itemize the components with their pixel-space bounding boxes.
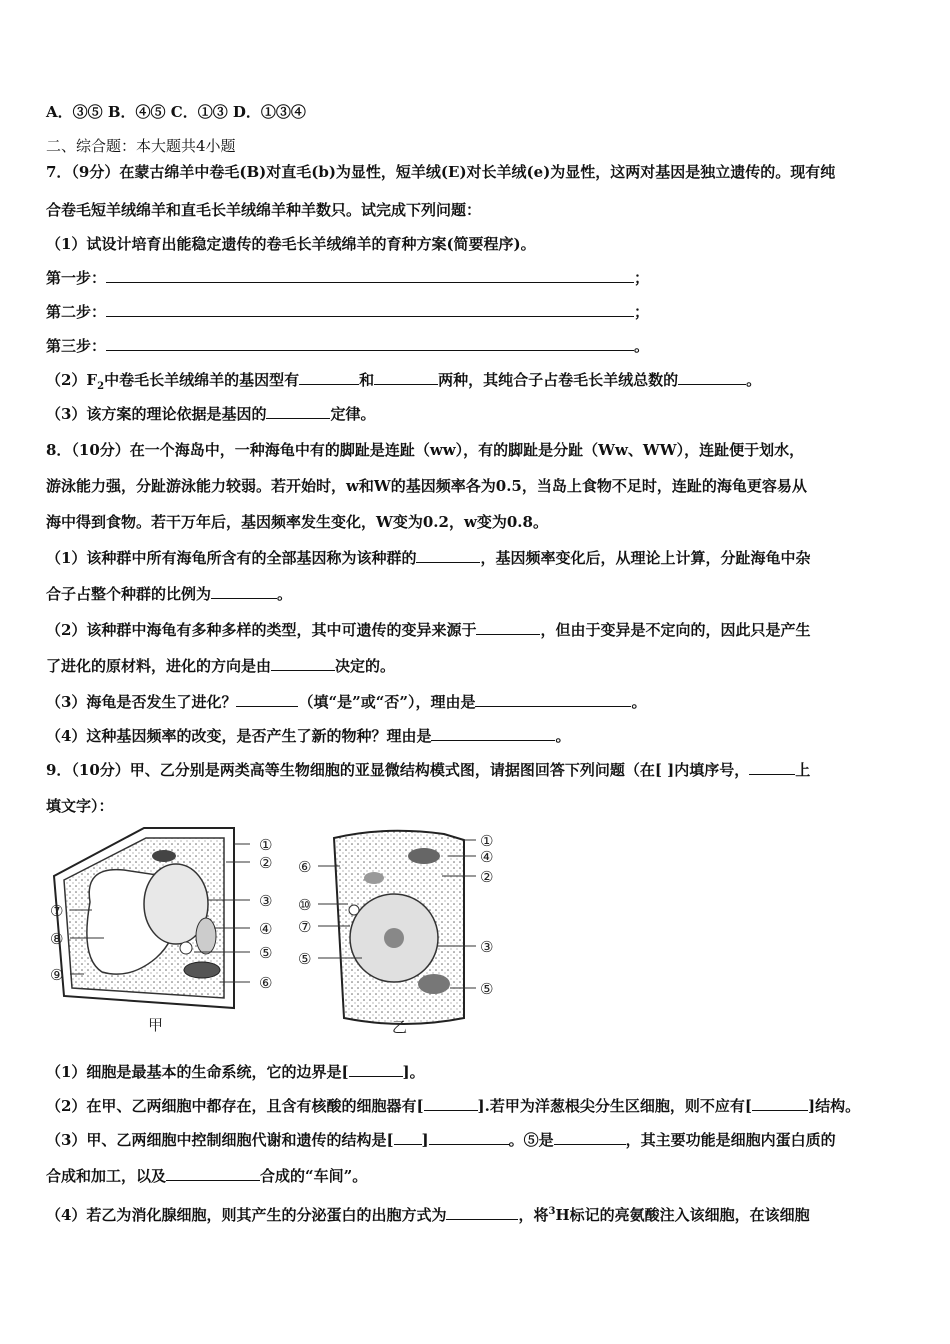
options-line: A．③⑤ B．④⑤ C．①③ D．①③④	[46, 103, 306, 121]
plant-label-8: ⑧	[50, 930, 64, 948]
q8-p4: （4）这种基因频率的改变，是否产生了新的物种？理由是 。	[46, 727, 571, 745]
animal-label-7: ③	[480, 938, 494, 956]
q8-line1: 8．（10分）在一个海岛中，一种海龟中有的脚趾是连趾（ww），有的脚趾是分趾（Ww、WW），连趾便于划水，	[46, 441, 805, 459]
figure-label-yi: 乙	[392, 1018, 408, 1036]
animal-label-5: ⑩	[298, 896, 312, 914]
q8-p1: （1）该种群中所有海龟所含有的全部基因称为该种群的 ，基因频率变化后，从理论上计算，分趾海龟中杂	[46, 549, 811, 567]
q8-line3: 海中得到食物。若干万年后，基因频率发生变化，W变为0.2，w变为0.8。	[46, 513, 548, 531]
plant-label-2: ②	[259, 854, 273, 872]
animal-label-2: ④	[480, 848, 494, 866]
q8-p3: （3）海龟是否发生了进化？ （填“是”或“否”），理由是 。	[46, 693, 647, 711]
plant-label-9: ⑨	[50, 966, 64, 984]
q7-step2: 第二步： ；	[46, 303, 650, 321]
animal-label-1: ①	[480, 832, 494, 850]
plant-label-1: ①	[259, 836, 273, 854]
plant-label-4: ④	[259, 920, 273, 938]
q7-step1: 第一步： ；	[46, 269, 650, 287]
animal-label-8: ⑤	[480, 980, 494, 998]
q8-line2: 游泳能力强，分趾游泳能力较弱。若开始时，w和W的基因频率各为0.5，当岛上食物不足时，连趾的海龟更容易从	[46, 477, 807, 495]
q9-line2: 填文字）：	[46, 797, 114, 815]
figure-label-jia: 甲	[148, 1016, 164, 1034]
q7-line1: 7．（9分）在蒙古绵羊中卷毛(B)对直毛(b)为显性，短羊绒(E)对长羊绒(e)为显性，这两对基因是独立遗传的。现有纯	[46, 163, 836, 181]
q8-p2: （2）该种群中海龟有多种多样的类型，其中可遗传的变异来源于 ，但由于变异是不定向的，因此只是产生	[46, 621, 811, 639]
section2-title: 二、综合题：本大题共4小题	[46, 137, 236, 155]
q7-p1: （1）试设计培育出能稳定遗传的卷毛长羊绒绵羊的育种方案(简要程序)。	[46, 235, 536, 253]
q8-p2-cont: 了进化的原材料，进化的方向是由 决定的。	[46, 657, 396, 675]
q7-p3: （3）该方案的理论依据是基因的 定律。	[46, 405, 376, 423]
q8-p1-cont: 合子占整个种群的比例为 。	[46, 585, 293, 603]
cell-diagrams	[44, 818, 514, 1050]
q9-p3-cont: 合成和加工，以及 合成的“车间”。	[46, 1167, 368, 1185]
q7-p2: $(2)F_2$中卷毛长羊绒绵羊的基因型有 和 两种，其纯合子占卷毛长羊绒总数的 。	[46, 371, 762, 392]
plant-label-5: ⑤	[259, 944, 273, 962]
q7-step3: 第三步： 。	[46, 337, 650, 355]
q9-p1: （1）细胞是最基本的生命系统，它的边界是[ ]。	[46, 1063, 425, 1081]
plant-label-3: ③	[259, 892, 273, 910]
q7-line2: 合卷毛短羊绒绵羊和直毛长羊绒绵羊种羊数只。试完成下列问题：	[46, 201, 482, 219]
plant-cell	[54, 828, 250, 1008]
animal-label-6: ⑦	[298, 918, 312, 936]
q9-p2: （2）在甲、乙两细胞中都存在，且含有核酸的细胞器有[ ].若甲为洋葱根尖分生区细胞，则不应有[ ]结构。	[46, 1097, 861, 1115]
plant-label-7: ⑦	[50, 902, 64, 920]
animal-label-3: ②	[480, 868, 494, 886]
q9-p3: （3）甲、乙两细胞中控制细胞代谢和遗传的结构是[ ] 。⑤是 ，其主要功能是细胞内蛋白质的	[46, 1131, 836, 1149]
animal-label-4: ⑥	[298, 858, 312, 876]
q9-line1: 9．（10分）甲、乙分别是两类高等生物细胞的亚显微结构模式图，请据图回答下列问题（在[ ]内填序号， 上	[46, 761, 811, 779]
q9-p4: （4）若乙为消化腺细胞，则其产生的分泌蛋白的出胞方式为 ，将$^3$H标记的亮氨酸注入该细胞，在该细胞	[46, 1206, 810, 1224]
animal-label-9: ⑤	[298, 950, 312, 968]
plant-label-6: ⑥	[259, 974, 273, 992]
animal-cell	[318, 831, 476, 1024]
